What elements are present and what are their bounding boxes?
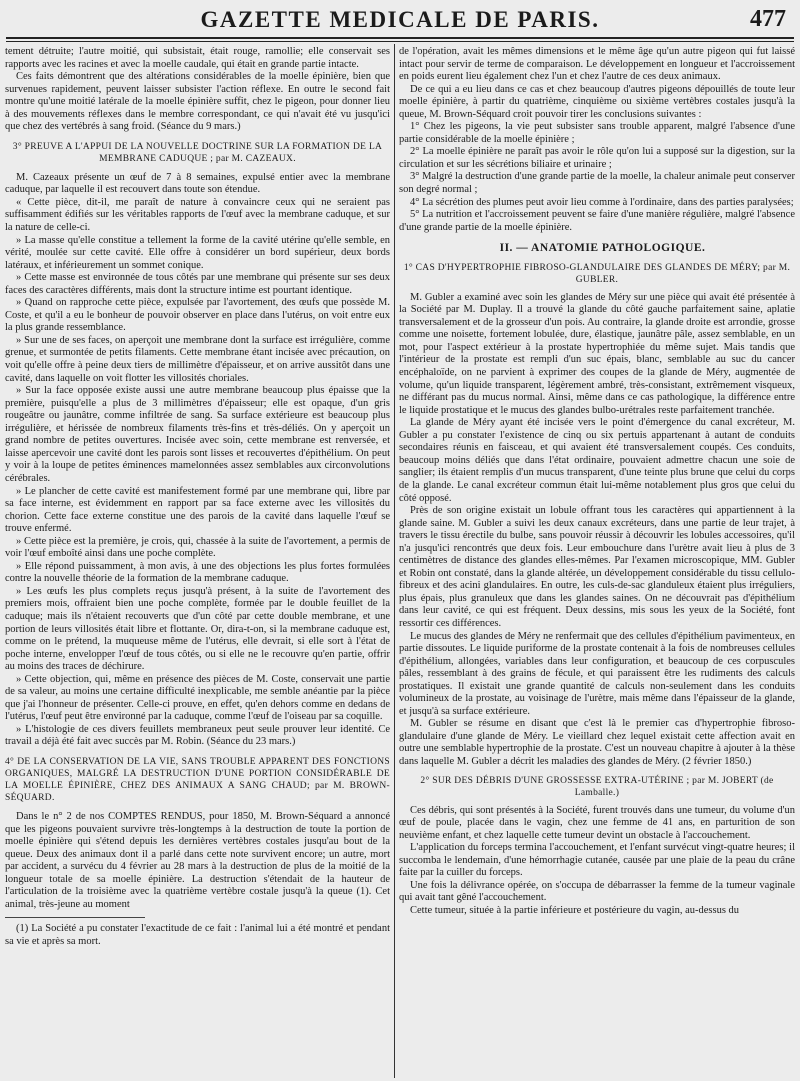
paragraph: Ces faits démontrent que des altérations considérables de la moelle épinière, bien que survenues rapidement, peuvent laisser subsister l'action réflexe. En outre le second fait montre qu'une moitié latérale de la moelle épinière suffit, chez le pigeon, pour donner lieu à des mouvements réflexes dans le membre correspondant, ce qui n'avait été vu jusqu'ici que chez des vertébrés à sang froid. (Séance du 9 mars.) (5, 71, 390, 133)
paragraph: » La masse qu'elle constitue a tellement la forme de la cavité utérine qu'elle semble, en vérité, moulée sur cette cavité. Elle offre à considérer un bord supérieur, deux bords latéraux, et inférieurement un sommet conique. (5, 234, 390, 271)
paragraph: Cette tumeur, située à la partie inférieure et postérieure du vagin, au-dessus du (410, 904, 740, 916)
paragraph: » Sur la face opposée existe aussi une autre membrane beaucoup plus épaisse que la première, puisqu'elle a plus de 3 millimètres d'épaisseur; elle est opaque, d'un gris rougeâtre ou jaunâtre, comme infiltrée de sang. Sa surface extérieure est beaucoup plus irrégulière, et hérissée de nombreux filaments très-fins et très-déliés. On y aperçoit un grand nombre de petites ouvertures. Incisée avec soin, cette membrane est renversée, et laisse apercevoir une cavité dont les parois sont lisses et recouvertes d'épithélium. On peut y voir à la loupe de petites éminences mamelonnées assez semblables aux circonvolutions cérébrales. (5, 385, 390, 484)
paragraph: » Les œufs les plus complets reçus jusqu'à présent, à la suite de l'avortement des premiers mois, offraient bien une poche complète, formée par le double feuillet de la caduque; mais ils n'étaient recouverts que d'un côté par cette double membrane, et une portion de leurs villosités était libre et flottante. Or, dira-t-on, si la membrane caduque est, comme on le prétend, la muqueuse même de l'utérus, elle devrait, si elle sort à l'état de poche interne, envelopper l'œuf de tous côtés, ou si elle ne le recouvre qu'en partie, offrir au moins des traces de déchirure. (5, 585, 390, 673)
section-heading: 4° DE LA CONSERVATION DE LA VIE, SANS TROUBLE APPARENT DES FONCTIONS ORGANIQUES, MALGRÉ LA DESTRUCTION D'UNE PORTION CONSIDÉRABLE DE LA MOELLE ÉPINIÈRE, CHEZ DES ANIMAUX A SANG CHAUD; par M. BROWN-SÉQUARD. (5, 756, 390, 803)
paragraph: » Cette masse est environnée de tous côtés par une membrane qui présente sur ses deux faces des caractères différents, mais dont la structure intime est pourtant identique. (5, 272, 390, 296)
paragraph: Près de son origine existait un lobule offrant tous les caractères qui appartiennent à la glande saine. M. Gubler a suivi les deux canaux excréteurs, dans une partie de leur trajet, à travers le tissu érectile du bulbe, sans pouvoir réussir à découvrir les lobules accessoires, qu'il n'a jusqu'ici rencontrés que deux fois. Leur embouchure dans l'urètre avait lieu à plus de 3 centimètres de distance des glandes elles-mêmes. Par l'examen microscopique, MM. Gubler et Robin ont constaté, dans la glande altérée, un développement considérable du tissu cellulo-fibreux et des acini glandulaires. En outre, les culs-de-sac glanduleux étaient plus irréguliers, plus épais, plus granuleux que dans les glandes saines. On ne découvrait pas d'épithélium dans leur cavité, ce qui est fréquent. Deux dessins, mis sous les yeux de la Société, font ressortir ces différences. (399, 505, 795, 629)
paragraph: de l'opération, avait les mêmes dimensions et le même âge qu'un autre pigeon qui fut laissé intact pour servir de terme de comparaison. Le développement en longueur et l'accroissement en poids eurent lieu également chez l'un et chez l'autre de ces deux animaux. (399, 46, 795, 83)
paragraph: » Cette objection, qui, même en présence des pièces de M. Coste, conservait une partie de sa valeur, au moins une certaine difficulté inexplicable, me semble anéantie par la pièce que j'ai l'honneur de présenter. Celle-ci prouve, en effet, qu'en dehors comme en dedans de l'utérus, l'œuf peut être environné par la caduque, comme l'œuf de l'oiseau par sa coquille. (5, 673, 390, 723)
paragraph: M. Cazeaux présente un œuf de 7 à 8 semaines, expulsé entier avec la membrane caduque, par laquelle il est recouvert dans toute son étendue. (5, 171, 390, 196)
paragraph: Le mucus des glandes de Méry ne renfermait que des cellules d'épithélium pavimenteux, en partie dissoutes. Le liquide puriforme de la prostate contenait à la fois de nombreuses cellules d'épithélium, allongées, variables dans leur configuration, et beaucoup de ces corpuscules pâles, ressemblant à des grains de fécule, et qui paraissent être les rudiments des calculs prostatiques. Il existait une grande quantité de calculs non-seulement dans les conduits volumineux de la prostate, au voisinage de l'urètre, mais même dans l'épaisseur de la glande, et jusqu'à sa surface extérieure. (399, 630, 795, 717)
footnote-rule (5, 917, 145, 918)
paragraph: 1° Chez les pigeons, la vie peut subsister sans trouble apparent, malgré l'absence d'une partie considérable de la moelle épinière ; (399, 121, 795, 145)
section-title: II. — ANATOMIE PATHOLOGIQUE. (499, 242, 706, 255)
column-divider (394, 44, 395, 1078)
right-column (399, 46, 795, 917)
paragraph: « Cette pièce, dit-il, me paraît de nature à convaincre ceux qui ne seraient pas suffisamment édifiés sur les véritables rapports de l'œuf avec la membrane caduque, et sur la nature de celle-ci. (5, 196, 390, 234)
paragraph: La glande de Méry ayant été incisée vers le point d'émergence du canal excréteur, M. Gubler a pu constater l'existence de cinq ou six pertuis appartenant à autant de conduits secondaires réunis en faisceau, et qui avaient été transversalement coupés. Ces conduits, beaucoup moins déliés que dans l'état ordinaire, pouvaient admettre chacun une soie de sanglier; ils étaient remplis d'un mucus transparent, d'une teinte plus brune que celui du corps de la glande. Le canal excréteur commun était lui-même notablement plus gros que celui du côté opposé. (399, 417, 795, 504)
paragraph: » Le plancher de cette cavité est manifestement formé par une membrane qui, libre par sa face interne, est évidemment en rapport par sa face externe avec les villosités du chorion. Cette face externe constitue une des parois de la cavité dans laquelle l'œuf se trouve enfermé. (5, 485, 390, 535)
paragraph: tement détruite; l'autre moitié, qui subsistait, était rouge, ramollie; elle conservait ses rapports avec les racines et avec la moelle caudale, qui était en grande partie intacte. (5, 46, 390, 70)
section-heading: 2° SUR DES DÉBRIS D'UNE GROSSESSE EXTRA-UTÉRINE ; par M. JOBERT (de Lamballe.) (420, 775, 774, 798)
paragraph: 2° La moelle épinière ne paraît pas avoir le rôle qu'on lui a supposé sur la digestion, sur la circulation et sur les sécrétions biliaire et urinaire ; (399, 146, 795, 170)
paragraph: » Sur une de ses faces, on aperçoit une membrane dont la surface est irrégulière, comme grenue, et surmontée de petits filaments. Cette membrane étant incisée avec précaution, on voit qu'elle offre à peine deux tiers de millimètre d'épaisseur, et on arrive aussitôt dans une cavité, dans laquelle on voit flotter les villosités choriales. (5, 334, 390, 384)
left-column (5, 46, 390, 948)
footnote: (1) La Société a pu constater l'exactitude de ce fait : l'animal lui a été montré et pendant sa vie et après sa mort. (5, 923, 390, 947)
paragraph: M. Gubler a examiné avec soin les glandes de Méry sur une pièce qui avait été présentée à la Société par M. Duplay. Il a trouvé la glande du côté gauche parfaitement saine, aplatie transversalement et de la grosseur d'un pois. Au contraire, la glande droite est arrondie, grosse comme une noisette, fortement lobulée, dure, élastique, jaunâtre pâle, assez semblable, en un mot, pour l'aspect extérieur à la prostate hypertrophiée du même sujet. Mais tandis que l'intérieur de la prostate est rempli d'un suc épais, blanc, semblable au suc du cancer encéphaloïde, on ne parvient à exprimer des coupes de la glande de Méry, augmentée de volume, qu'un liquide transparent, légèrement ambré, très-consistant, extrêmement visqueux, ne différant pas du mucus normal. Ainsi, même dans ce cas pathologique, la différence entre le liquide prostatique et le mucus des glandes bulbo-urétrales reste parfaitement tranchée. (399, 291, 795, 416)
paragraph: 4° La sécrétion des plumes peut avoir lieu comme à l'ordinaire, dans des parties paralysées; (410, 196, 794, 208)
paragraph: 3° Malgré la destruction d'une grande partie de la moelle, la chaleur animale peut conserver son degré normal ; (399, 171, 795, 196)
paragraph: L'application du forceps termina l'accouchement, et l'enfant survécut vingt-quatre heures; il succomba le lendemain, d'une hémorrhagie cutanée, causée par une plaie de la peau du crâne faite par la cuiller du forceps. (399, 842, 795, 879)
paragraph: Dans le n° 2 de nos COMPTES RENDUS, pour 1850, M. Brown-Séquard a annoncé que les pigeons pouvaient survivre très-longtemps à la destruction de toute la portion de moelle épinière qui s'étend depuis les dernières vertèbres costales jusqu'au bout de la queue. Deux des animaux dont il a parlé dans cette note survivent encore; un autre, mort par accident, a survécu du 4 février au 28 mars à la destruction de plus de la moitié de la longueur totale de sa moelle épinière. La destruction s'étendait de la hauteur de l'articulation de la troisième avec la quatrième vertèbre costale jusqu'à la queue (1). Cet animal, très-jeune au moment (5, 810, 390, 910)
paragraph: 5° La nutrition et l'accroissement peuvent se faire d'une manière régulière, malgré l'absence d'une grande partie de la moelle épinière. (399, 209, 795, 233)
page-header (0, 0, 800, 40)
section-heading: 3° PREUVE A L'APPUI DE LA NOUVELLE DOCTRINE SUR LA FORMATION DE LA MEMBRANE CADUQUE ; par M. CAZEAUX. (12, 141, 383, 164)
paragraph: » Quand on rapproche cette pièce, expulsée par l'avortement, des œufs que possède M. Coste, et qu'il a eu le bonheur de pouvoir observer en place dans l'utérus, on voit entre eux la plus grande ressemblance. (5, 297, 390, 334)
page-number: 477 (750, 6, 786, 32)
journal-title: GAZETTE MEDICALE DE PARIS. (200, 7, 600, 32)
paragraph: » L'histologie de ces divers feuillets membraneux peut seule prouver leur identité. Ce travail a déjà été fait avec succès par M. Robin. (Séance du 23 mars.) (5, 723, 390, 748)
paragraph: » Cette pièce est la première, je crois, qui, chassée à la suite de l'avortement, a permis de voir l'œuf emboîté ainsi dans une poche complète. (5, 535, 390, 560)
paragraph: De ce qui a eu lieu dans ce cas et chez beaucoup d'autres pigeons dépouillés de toute leur moelle épinière, à partir du quatrième, cinquième ou sixième vertèbres costales jusqu'à la queue, M. Brown-Séquard croit pouvoir tirer les conclusions suivantes : (399, 83, 795, 120)
paragraph: Une fois la délivrance opérée, on s'occupa de débarrasser la femme de la tumeur vaginale qui avait tant gêné l'accouchement. (399, 879, 795, 904)
header-rule (6, 37, 794, 42)
paragraph: M. Gubler se résume en disant que c'est là le premier cas d'hypertrophie fibroso-glandulaire d'une glande de Méry. Le vieillard chez lequel existait cette affection avait en outre une semblable hypertrophie de la prostate. C'est un nouveau chapitre à ajouter à la thèse dans laquelle M. Gubler a décrit les maladies des glandes de Méry. (2 février 1850.) (399, 718, 795, 767)
section-heading: 1° CAS D'HYPERTROPHIE FIBROSO-GLANDULAIRE DES GLANDES DE MÉRY; par M. GUBLER. (403, 262, 791, 285)
paragraph: » Elle répond puissamment, à mon avis, à une des objections les plus fortes formulées contre la nouvelle théorie de la formation de la membrane caduque. (5, 560, 390, 585)
paragraph: Ces débris, qui sont présentés à la Société, furent trouvés dans une tumeur, du volume d'un œuf de poule, placée dans le vagin, chez une femme de 41 ans, en parturition de son neuvième enfant, et chez laquelle cette tumeur devint un obstacle à l'accouchement. (399, 804, 795, 841)
